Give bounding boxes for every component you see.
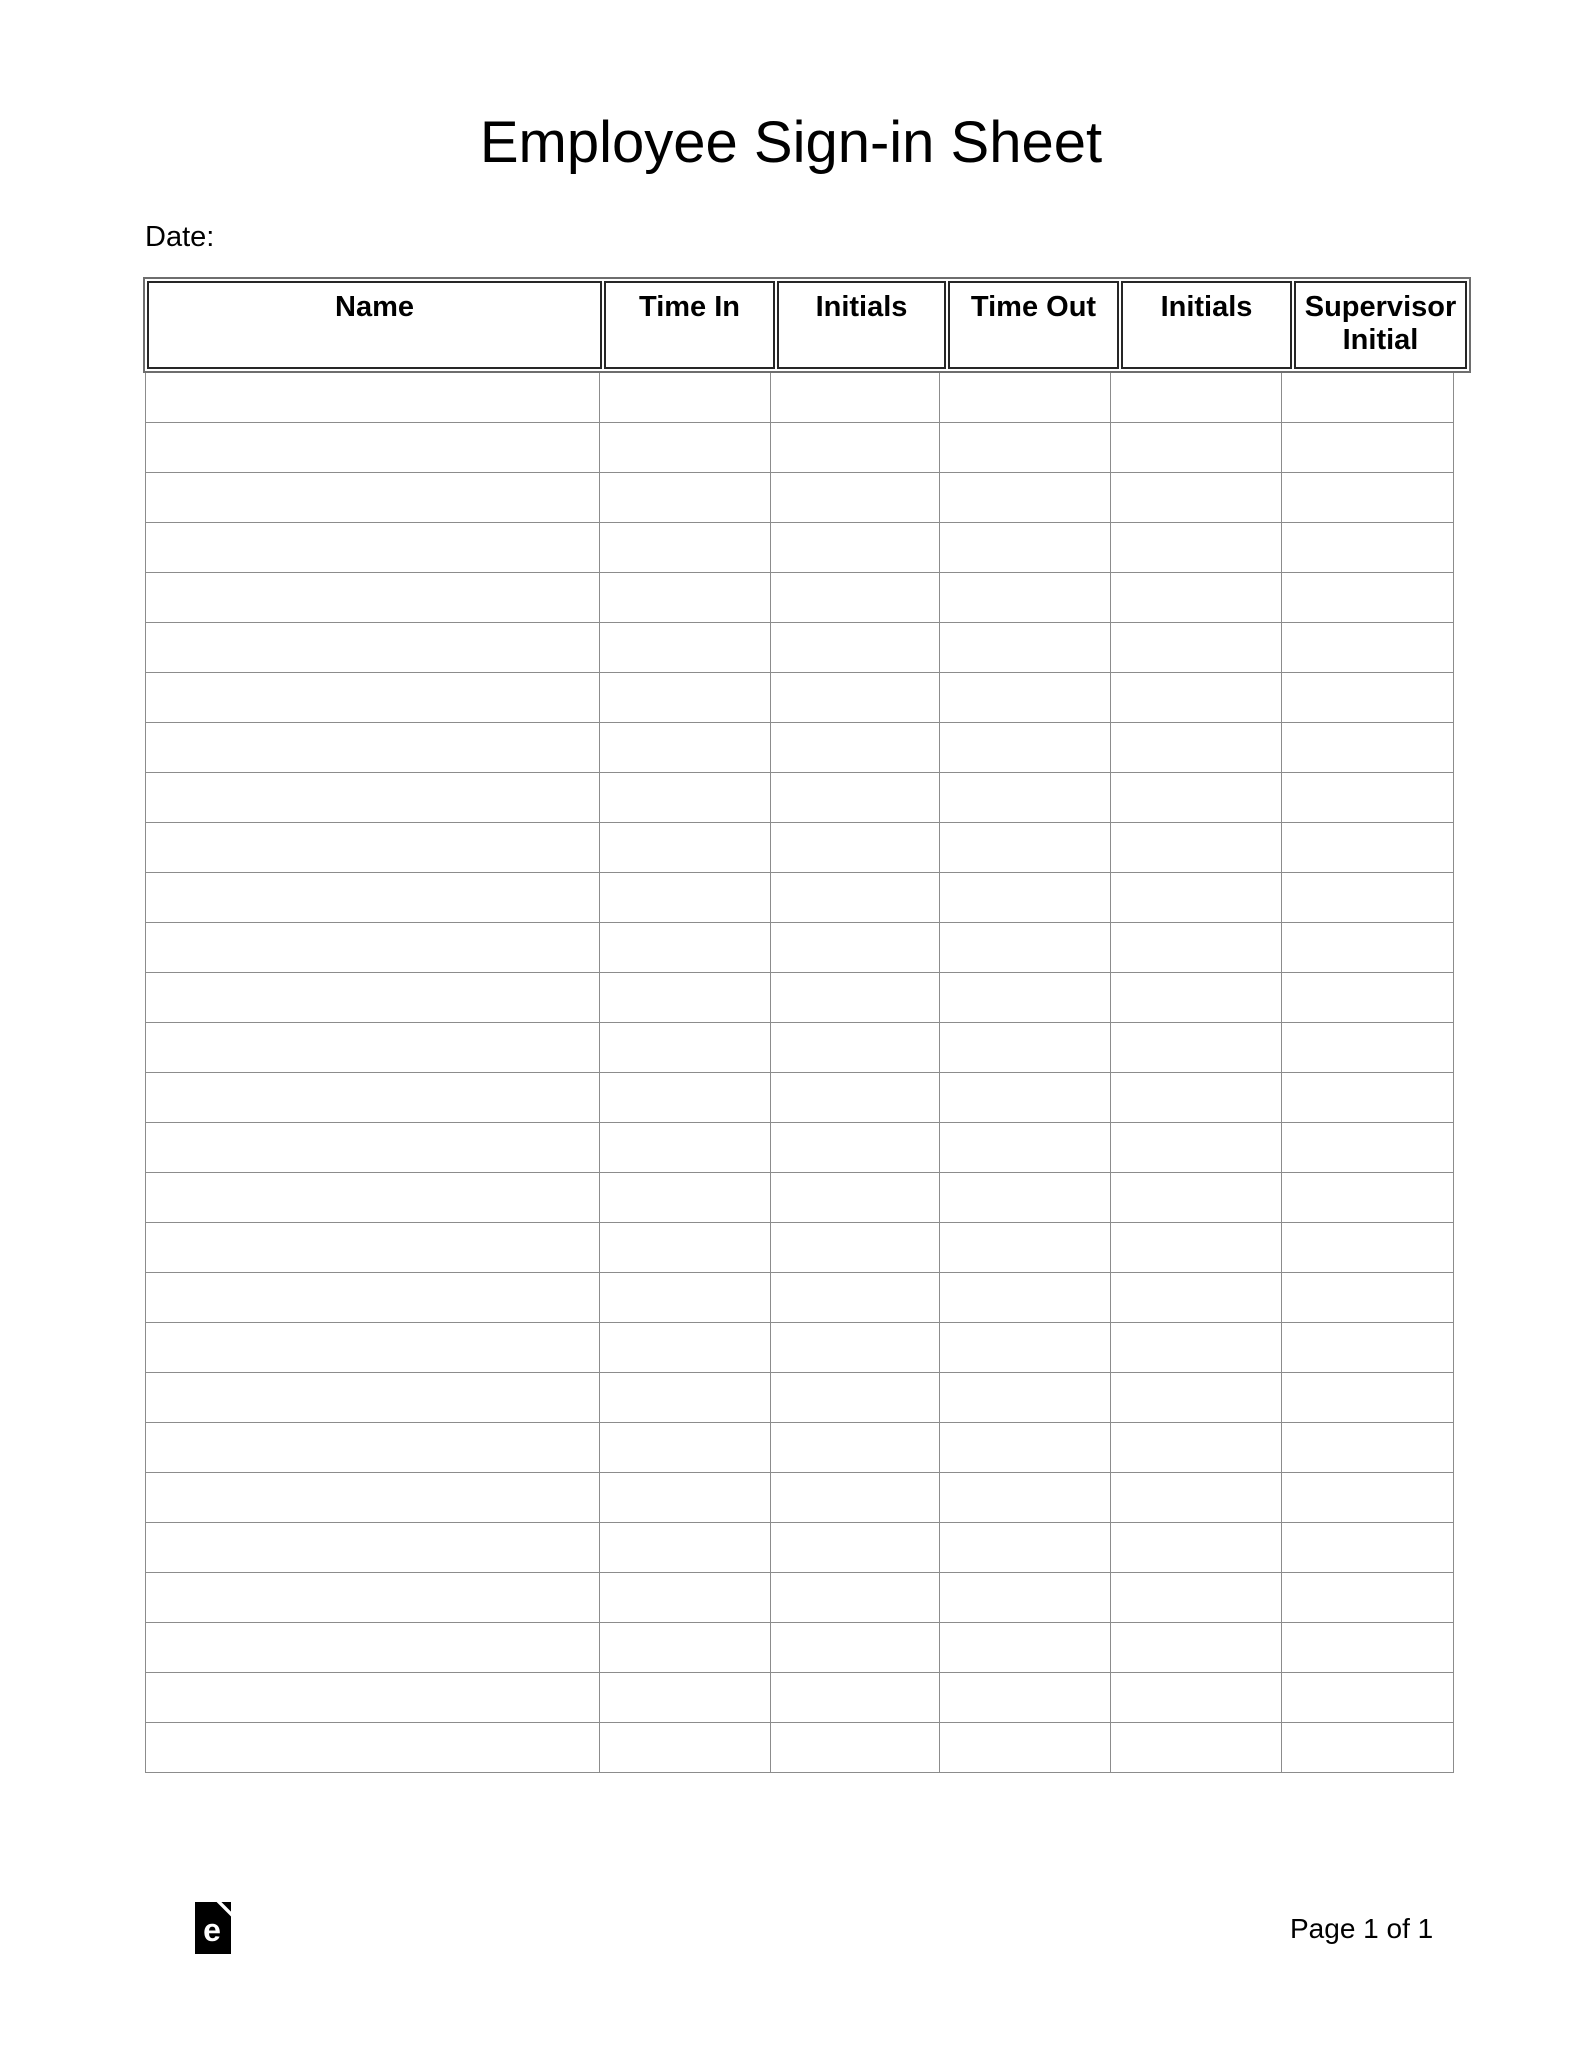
grid-cell: [771, 873, 940, 923]
grid-cell: [146, 1423, 600, 1473]
grid-cell: [940, 1373, 1111, 1423]
grid-cell: [940, 373, 1111, 423]
grid-cell: [1282, 1623, 1454, 1673]
table-row: [146, 1123, 1454, 1173]
grid-cell: [1282, 773, 1454, 823]
grid-cell: [1111, 1423, 1282, 1473]
grid-cell: [771, 773, 940, 823]
grid-cell: [771, 1573, 940, 1623]
grid-cell: [1282, 973, 1454, 1023]
grid-cell: [771, 523, 940, 573]
grid-cell: [1111, 573, 1282, 623]
table-row: [146, 1023, 1454, 1073]
grid-cell: [600, 473, 771, 523]
table-row: [146, 673, 1454, 723]
grid-cell: [1282, 1123, 1454, 1173]
grid-cell: [146, 473, 600, 523]
grid-cell: [940, 1473, 1111, 1523]
grid-cell: [1111, 723, 1282, 773]
table-row: [146, 1223, 1454, 1273]
grid-cell: [146, 723, 600, 773]
table-row: [146, 423, 1454, 473]
grid-cell: [771, 573, 940, 623]
grid-cell: [600, 1623, 771, 1673]
grid-cell: [600, 1723, 771, 1773]
grid-cell: [771, 1423, 940, 1473]
grid-cell: [940, 1573, 1111, 1623]
table-row: [146, 1423, 1454, 1473]
table-row: [146, 923, 1454, 973]
grid-cell: [600, 1473, 771, 1523]
grid-cell: [940, 623, 1111, 673]
grid-cell: [940, 1273, 1111, 1323]
grid-cell: [600, 1073, 771, 1123]
grid-cell: [940, 1023, 1111, 1073]
table-row: [146, 1373, 1454, 1423]
grid-cell: [771, 923, 940, 973]
grid-cell: [600, 1373, 771, 1423]
grid-cell: [1111, 1523, 1282, 1573]
grid-cell: [600, 1023, 771, 1073]
grid-cell: [1111, 1373, 1282, 1423]
grid-cell: [771, 623, 940, 673]
grid-cell: [771, 823, 940, 873]
grid-cell: [600, 1673, 771, 1723]
grid-cell: [1282, 623, 1454, 673]
grid-cell: [771, 1473, 940, 1523]
table-row: [146, 1623, 1454, 1673]
grid-cell: [600, 423, 771, 473]
grid-cell: [940, 773, 1111, 823]
grid-cell: [1111, 1023, 1282, 1073]
grid-cell: [146, 1023, 600, 1073]
grid-cell: [600, 1573, 771, 1623]
grid-cell: [1282, 673, 1454, 723]
grid-cell: [940, 423, 1111, 473]
grid-cell: [1111, 1273, 1282, 1323]
column-header-initials-in: Initials: [777, 281, 946, 369]
column-header-supervisor-initial: Supervisor Initial: [1294, 281, 1467, 369]
grid-cell: [1282, 723, 1454, 773]
grid-cell: [940, 1423, 1111, 1473]
grid-cell: [600, 923, 771, 973]
grid-cell: [146, 1173, 600, 1223]
table-row: [146, 573, 1454, 623]
table-row: [146, 1173, 1454, 1223]
grid-cell: [1282, 573, 1454, 623]
grid-cell: [600, 1123, 771, 1173]
grid-cell: [1282, 1173, 1454, 1223]
grid-cell: [771, 1323, 940, 1373]
table-row: [146, 1273, 1454, 1323]
grid-cell: [940, 1223, 1111, 1273]
grid-cell: [771, 473, 940, 523]
page-number-label: Page 1 of 1: [1290, 1913, 1434, 1944]
grid-cell: [771, 673, 940, 723]
signin-table-body: [145, 373, 1454, 1773]
grid-cell: [771, 1073, 940, 1123]
table-row: [146, 873, 1454, 923]
grid-cell: [940, 723, 1111, 773]
table-row: [146, 1473, 1454, 1523]
table-row: [146, 823, 1454, 873]
grid-cell: [771, 1123, 940, 1173]
grid-cell: [146, 923, 600, 973]
table-row: [146, 373, 1454, 423]
grid-cell: [1282, 1073, 1454, 1123]
grid-cell: [1282, 473, 1454, 523]
grid-cell: [771, 1373, 940, 1423]
table-row: [146, 1573, 1454, 1623]
grid-cell: [771, 1223, 940, 1273]
grid-cell: [600, 523, 771, 573]
grid-cell: [1282, 873, 1454, 923]
grid-cell: [146, 1573, 600, 1623]
grid-cell: [1282, 1323, 1454, 1373]
grid-cell: [1282, 1523, 1454, 1573]
grid-cell: [1282, 373, 1454, 423]
grid-cell: [771, 423, 940, 473]
grid-cell: [771, 1023, 940, 1073]
table-row: [146, 1673, 1454, 1723]
grid-cell: [940, 823, 1111, 873]
grid-cell: [146, 1673, 600, 1723]
grid-cell: [771, 373, 940, 423]
grid-cell: [940, 1623, 1111, 1673]
date-label: Date:: [145, 221, 215, 253]
grid-cell: [1111, 873, 1282, 923]
table-row: [146, 973, 1454, 1023]
grid-cell: [146, 673, 600, 723]
grid-cell: [146, 1373, 600, 1423]
grid-cell: [600, 1323, 771, 1373]
grid-cell: [600, 573, 771, 623]
grid-cell: [1282, 1673, 1454, 1723]
grid-cell: [940, 873, 1111, 923]
column-header-initials-out: Initials: [1121, 281, 1292, 369]
grid-cell: [940, 1723, 1111, 1773]
grid-cell: [1282, 923, 1454, 973]
grid-cell: [940, 1523, 1111, 1573]
column-header-name: Name: [147, 281, 602, 369]
grid-cell: [771, 1623, 940, 1673]
grid-cell: [1282, 823, 1454, 873]
grid-cell: [1282, 1423, 1454, 1473]
table-row: [146, 1723, 1454, 1773]
grid-cell: [1111, 1223, 1282, 1273]
grid-cell: [146, 623, 600, 673]
grid-cell: [1111, 423, 1282, 473]
grid-cell: [940, 1323, 1111, 1373]
grid-cell: [940, 1073, 1111, 1123]
column-header-time-in: Time In: [604, 281, 775, 369]
grid-cell: [600, 973, 771, 1023]
grid-cell: [146, 1323, 600, 1373]
grid-cell: [940, 523, 1111, 573]
grid-cell: [600, 1423, 771, 1473]
grid-cell: [1111, 1123, 1282, 1173]
table-row: [146, 723, 1454, 773]
logo-letter: e: [203, 1912, 221, 1948]
grid-cell: [1111, 773, 1282, 823]
signin-table-header: [143, 277, 1471, 373]
grid-cell: [146, 1273, 600, 1323]
grid-cell: [1111, 1073, 1282, 1123]
grid-cell: [1111, 373, 1282, 423]
grid-cell: [940, 923, 1111, 973]
table-row: [146, 1323, 1454, 1373]
grid-cell: [600, 1173, 771, 1223]
grid-cell: [940, 673, 1111, 723]
grid-cell: [1111, 673, 1282, 723]
grid-cell: [940, 1173, 1111, 1223]
grid-cell: [1111, 1173, 1282, 1223]
page-title: Employee Sign-in Sheet: [479, 110, 1103, 175]
grid-cell: [1282, 1273, 1454, 1323]
grid-cell: [600, 773, 771, 823]
grid-cell: [771, 1723, 940, 1773]
grid-cell: [940, 973, 1111, 1023]
grid-cell: [146, 1723, 600, 1773]
grid-cell: [1111, 1623, 1282, 1673]
grid-cell: [146, 423, 600, 473]
grid-cell: [1111, 623, 1282, 673]
grid-cell: [146, 573, 600, 623]
grid-cell: [1111, 823, 1282, 873]
grid-cell: [146, 523, 600, 573]
grid-cell: [600, 823, 771, 873]
grid-cell: [940, 1123, 1111, 1173]
grid-cell: [600, 373, 771, 423]
grid-cell: [940, 573, 1111, 623]
table-row: [146, 1523, 1454, 1573]
grid-cell: [1282, 423, 1454, 473]
grid-cell: [600, 1223, 771, 1273]
eforms-logo-icon: [195, 1902, 232, 1954]
grid-cell: [940, 1673, 1111, 1723]
grid-cell: [146, 973, 600, 1023]
grid-cell: [1282, 1373, 1454, 1423]
grid-cell: [1111, 1723, 1282, 1773]
table-row: [146, 523, 1454, 573]
grid-cell: [600, 673, 771, 723]
grid-cell: [600, 723, 771, 773]
grid-cell: [146, 773, 600, 823]
grid-cell: [1111, 1323, 1282, 1373]
grid-cell: [600, 873, 771, 923]
table-row: [146, 473, 1454, 523]
grid-cell: [146, 1523, 600, 1573]
grid-cell: [1111, 1673, 1282, 1723]
grid-cell: [146, 1123, 600, 1173]
grid-cell: [771, 1673, 940, 1723]
grid-cell: [146, 1623, 600, 1673]
grid-cell: [146, 1473, 600, 1523]
grid-cell: [1111, 923, 1282, 973]
grid-cell: [146, 1073, 600, 1123]
table-row: [146, 1073, 1454, 1123]
grid-cell: [600, 1523, 771, 1573]
grid-cell: [146, 823, 600, 873]
header-row: [147, 281, 1467, 369]
grid-cell: [771, 1523, 940, 1573]
grid-cell: [1111, 973, 1282, 1023]
grid-cell: [1282, 523, 1454, 573]
grid-cell: [1111, 1473, 1282, 1523]
grid-cell: [771, 973, 940, 1023]
grid-cell: [1282, 1573, 1454, 1623]
grid-cell: [1111, 473, 1282, 523]
grid-cell: [1111, 523, 1282, 573]
grid-cell: [1111, 1573, 1282, 1623]
grid-cell: [771, 723, 940, 773]
grid-cell: [146, 1223, 600, 1273]
grid-cell: [600, 623, 771, 673]
grid-cell: [771, 1273, 940, 1323]
grid-cell: [146, 873, 600, 923]
grid-cell: [1282, 1723, 1454, 1773]
table-row: [146, 623, 1454, 673]
grid-cell: [600, 1273, 771, 1323]
grid-cell: [771, 1173, 940, 1223]
column-header-time-out: Time Out: [948, 281, 1119, 369]
grid-cell: [146, 373, 600, 423]
grid-cell: [1282, 1223, 1454, 1273]
table-row: [146, 773, 1454, 823]
grid-cell: [940, 473, 1111, 523]
grid-cell: [1282, 1473, 1454, 1523]
grid-cell: [1282, 1023, 1454, 1073]
